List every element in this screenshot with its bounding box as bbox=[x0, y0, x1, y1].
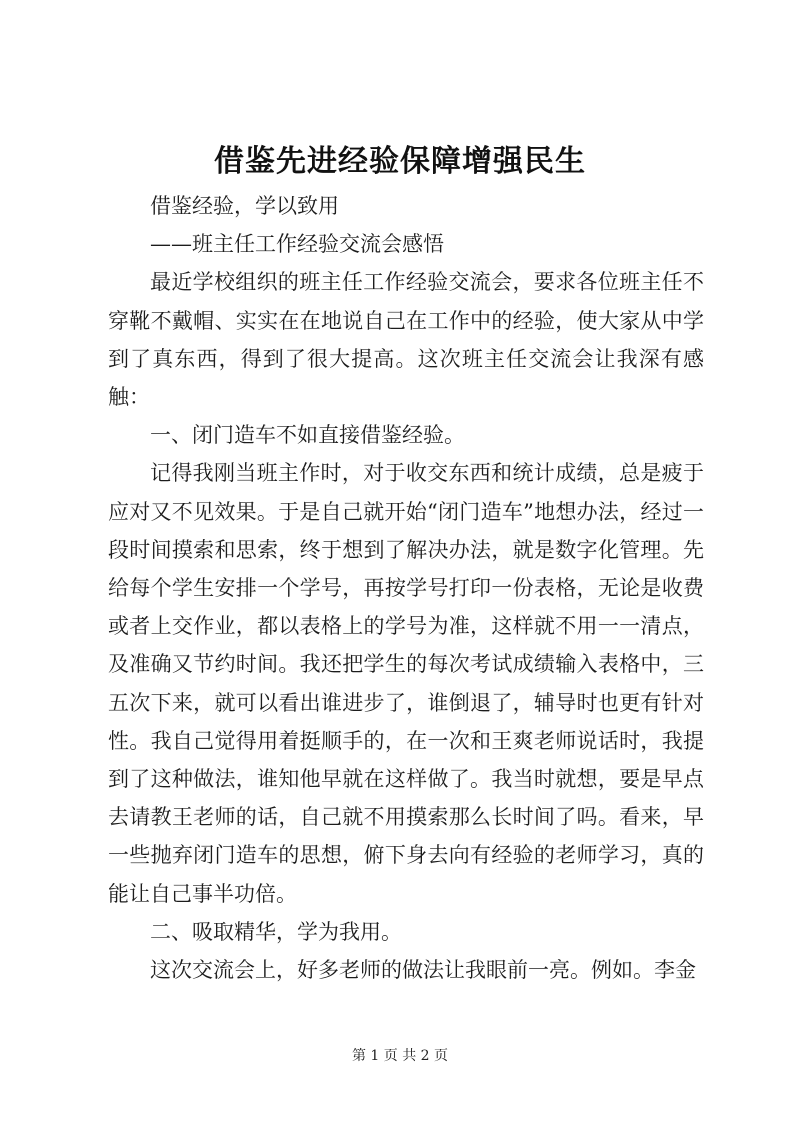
paragraph-section-2: 这次交流会上，好多老师的做法让我眼前一亮。例如。李金 bbox=[150, 958, 696, 983]
section-heading-2: 二、吸取精华，学为我用。 bbox=[150, 919, 402, 944]
section-heading-1: 一、闭门造车不如直接借鉴经验。 bbox=[150, 423, 465, 448]
page-footer: 第 1 页 共 2 页 bbox=[351, 1048, 449, 1064]
paragraph-intro: 最近学校组织的班主任工作经验交流会，要求各位班主任不穿靴不戴帽、实实在在地说自己在工作中的经验，使大家从中学到了真东西，得到了很大提高。这次班主任交流会让我深有感触： bbox=[108, 270, 704, 410]
document-title: 借鉴先进经验保障增强民生 bbox=[214, 144, 586, 179]
paragraph-section-1: 记得我刚当班主作时，对于收交东西和统计成绩，总是疲于应对又不见效果。于是自己就开始“闭门造车”地想办法，经过一段时间摸索和思索，终于想到了解决办法，就是数字化管理。先给每个学生安排一个学号，再按学号打印一份表格，无论是收费或者上交作业，都以表格上的学号为准，这样就不用一一清点，及准确又节约时间。我还把学生的每次考试成绩输入表格中，三五次下来，就可以看出谁进步了，谁倒退了，辅导时也更有针对性。我自己觉得用着挺顺手的，在一次和王爽老师说话时，我提到了这种做法，谁知他早就在这样做了。我当时就想，要是早点去请教王老师的话，自己就不用摸索那么长时间了吗。看来，早一些抛弃闭门造车的思想，俯下身去向有经验的老师学习，真的能让自己事半功倍。 bbox=[108, 461, 704, 906]
document-body bbox=[108, 187, 704, 989]
paragraph-subheading: ——班主任工作经验交流会感悟 bbox=[150, 232, 444, 257]
paragraph-subtitle: 借鉴经验，学以致用 bbox=[150, 194, 339, 218]
